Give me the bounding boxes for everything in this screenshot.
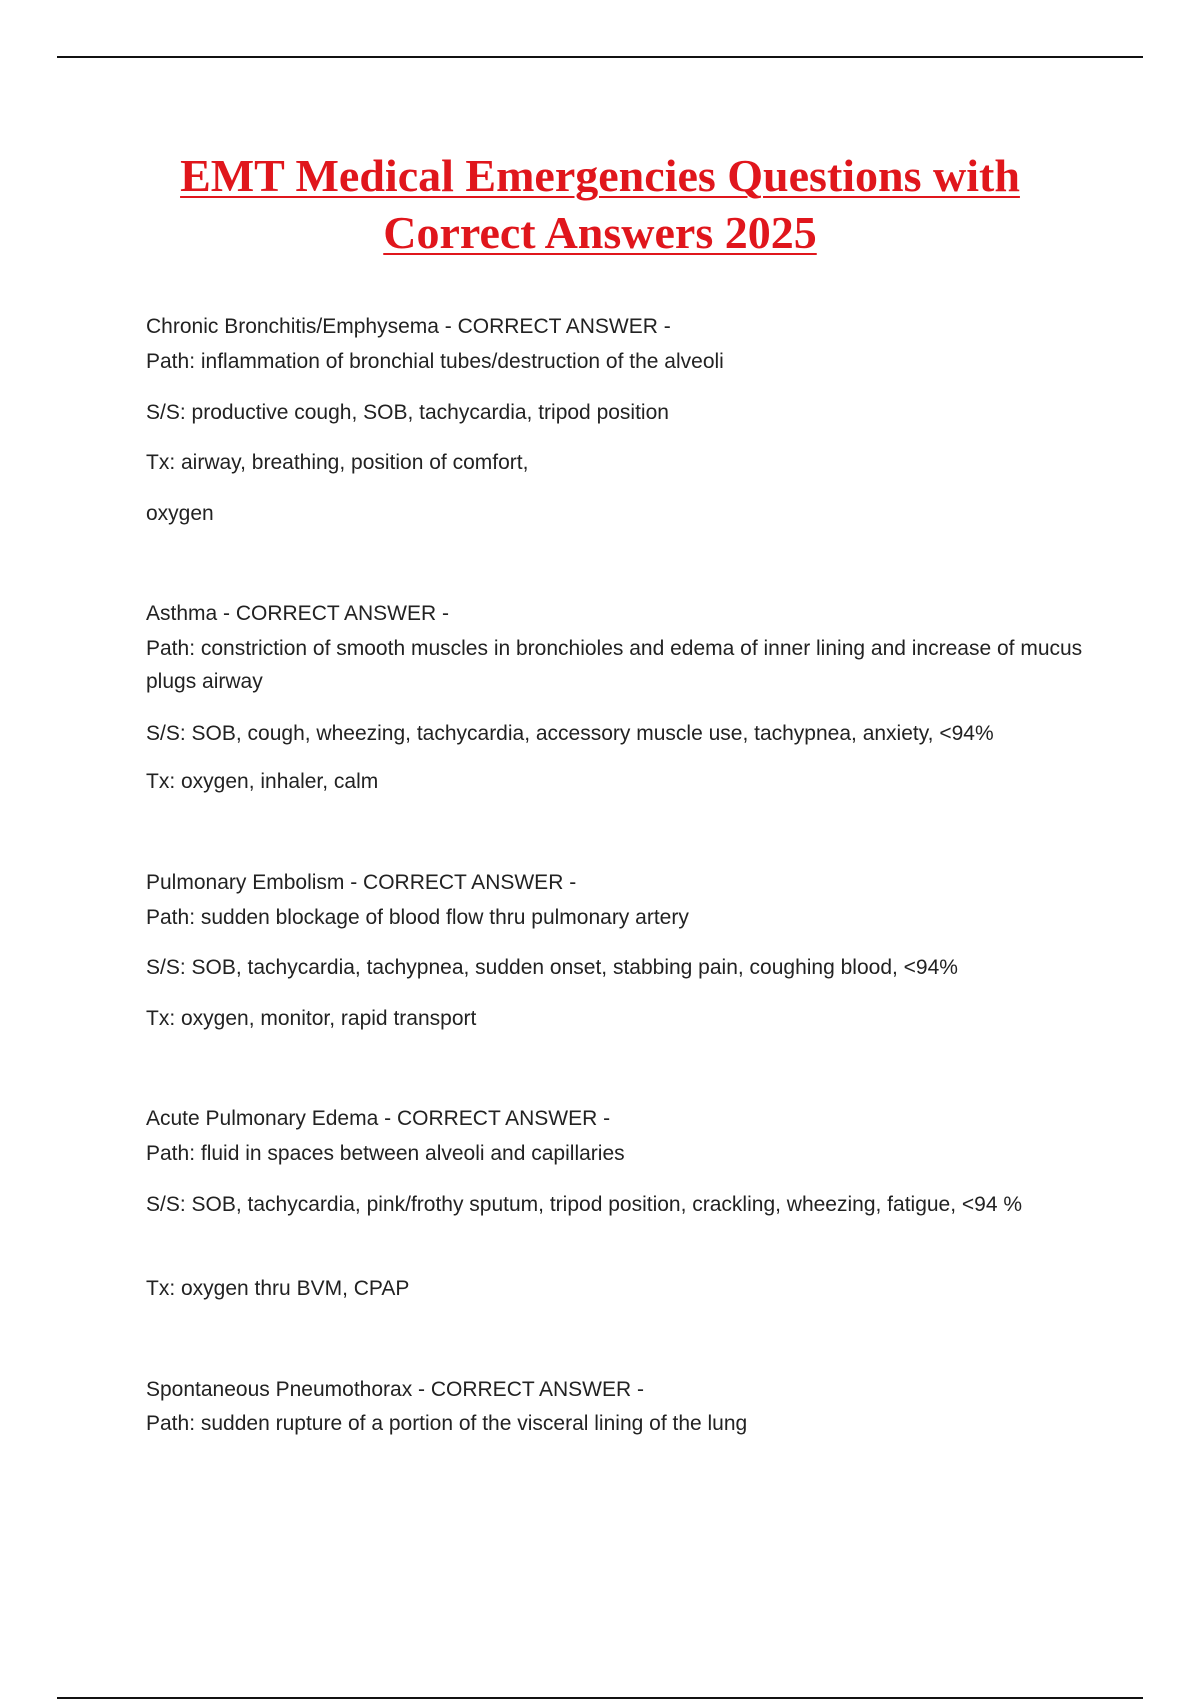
tx-pulmonary-embolism: Tx: oxygen, monitor, rapid transport [146, 1007, 477, 1030]
path-acute-pulmonary-edema: Path: fluid in spaces between alveoli and capillaries [146, 1142, 625, 1165]
ss-chronic-bronchitis: S/S: productive cough, SOB, tachycardia, tripod position [146, 401, 669, 424]
ss-acute-pulmonary-edema: S/S: SOB, tachycardia, pink/frothy sputum, tripod position, crackling, wheezing, fatigue, <94 % [146, 1193, 1023, 1216]
term-asthma: Asthma - CORRECT ANSWER - [146, 602, 449, 625]
path-chronic-bronchitis: Path: inflammation of bronchial tubes/destruction of the alveoli [146, 350, 724, 373]
top-rule [57, 56, 1143, 58]
path-pulmonary-embolism: Path: sudden blockage of blood flow thru pulmonary artery [146, 906, 689, 929]
title-line-1: EMT Medical Emergencies Questions with [180, 150, 1020, 201]
ss-pulmonary-embolism: S/S: SOB, tachycardia, tachypnea, sudden onset, stabbing pain, coughing blood, <94% [146, 956, 958, 979]
path-spontaneous-pneumothorax: Path: sudden rupture of a portion of the visceral lining of the lung [146, 1412, 748, 1435]
path-asthma: Path: constriction of smooth muscles in bronchioles and edema of inner lining and increase of mucus plugs airway [146, 637, 1083, 693]
tx-chronic-bronchitis: Tx: airway, breathing, position of comfort, [146, 451, 529, 474]
tx-cont-chronic-bronchitis: oxygen [146, 502, 214, 525]
bottom-rule [57, 1697, 1143, 1699]
tx-asthma: Tx: oxygen, inhaler, calm [146, 770, 379, 793]
term-chronic-bronchitis: Chronic Bronchitis/Emphysema - CORRECT ANSWER - [146, 315, 671, 338]
term-acute-pulmonary-edema: Acute Pulmonary Edema - CORRECT ANSWER - [146, 1107, 611, 1130]
term-pulmonary-embolism: Pulmonary Embolism - CORRECT ANSWER - [146, 871, 577, 894]
ss-asthma: S/S: SOB, cough, wheezing, tachycardia, accessory muscle use, tachypnea, anxiety, <94% [146, 722, 994, 745]
document-title [100, 147, 1100, 261]
tx-acute-pulmonary-edema: Tx: oxygen thru BVM, CPAP [146, 1277, 410, 1300]
term-spontaneous-pneumothorax: Spontaneous Pneumothorax - CORRECT ANSWER - [146, 1378, 644, 1401]
title-line-2: Correct Answers 2025 [383, 207, 817, 258]
